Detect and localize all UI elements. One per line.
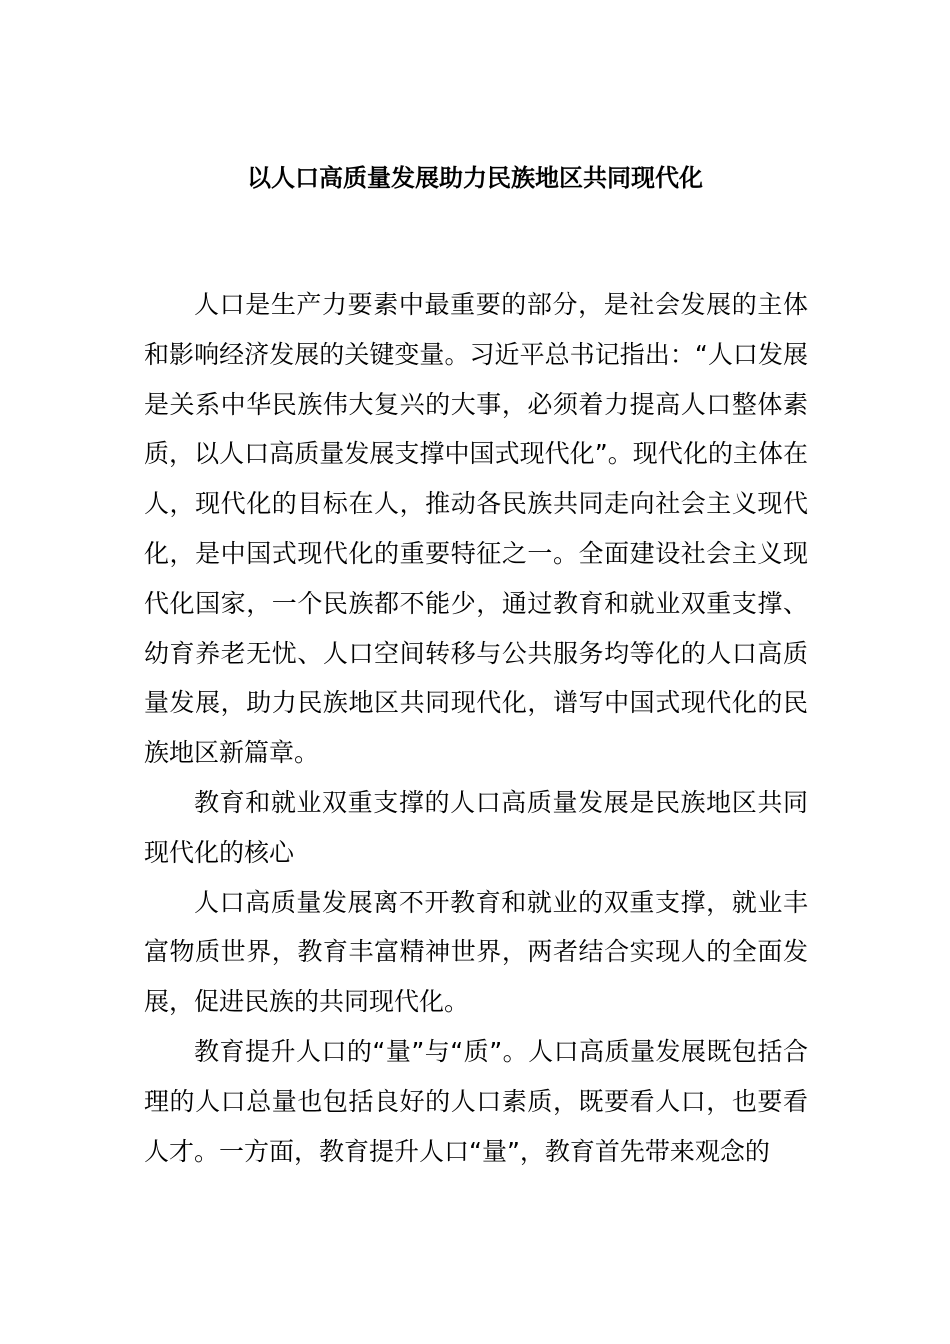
paragraph-intro: 人口是生产力要素中最重要的部分，是社会发展的主体和影响经济发展的关键变量。习近平总书记指出：“人口发展是关系中华民族伟大复兴的大事，必须着力提高人口整体素质，以人口高质量发展支撑中国式现代化”。现代化的主体在人，现代化的目标在人，推动各民族共同走向社会主义现代化，是中国式现代化的重要特征之一。全面建设社会主义现代化国家，一个民族都不能少，通过教育和就业双重支撑、幼育养老无忧、人口空间转移与公共服务均等化的人口高质量发展，助力民族地区共同现代化，谱写中国式现代化的民族地区新篇章。 xyxy=(144,290,808,768)
document-title: 以人口高质量发展助力民族地区共同现代化 xyxy=(247,164,703,192)
document-body xyxy=(144,280,808,1176)
paragraph-section-heading: 教育和就业双重支撑的人口高质量发展是民族地区共同现代化的核心 xyxy=(144,787,808,867)
paragraph-education-quantity-quality: 教育提升人口的“量”与“质”。人口高质量发展既包括合理的人口总量也包括良好的人口素质，既要看人口，也要看人才。一方面，教育提升人口“量”，教育首先带来观念的 xyxy=(144,1036,808,1166)
paragraph-education-employment: 人口高质量发展离不开教育和就业的双重支撑，就业丰富物质世界，教育丰富精神世界，两者结合实现人的全面发展，促进民族的共同现代化。 xyxy=(144,887,808,1017)
